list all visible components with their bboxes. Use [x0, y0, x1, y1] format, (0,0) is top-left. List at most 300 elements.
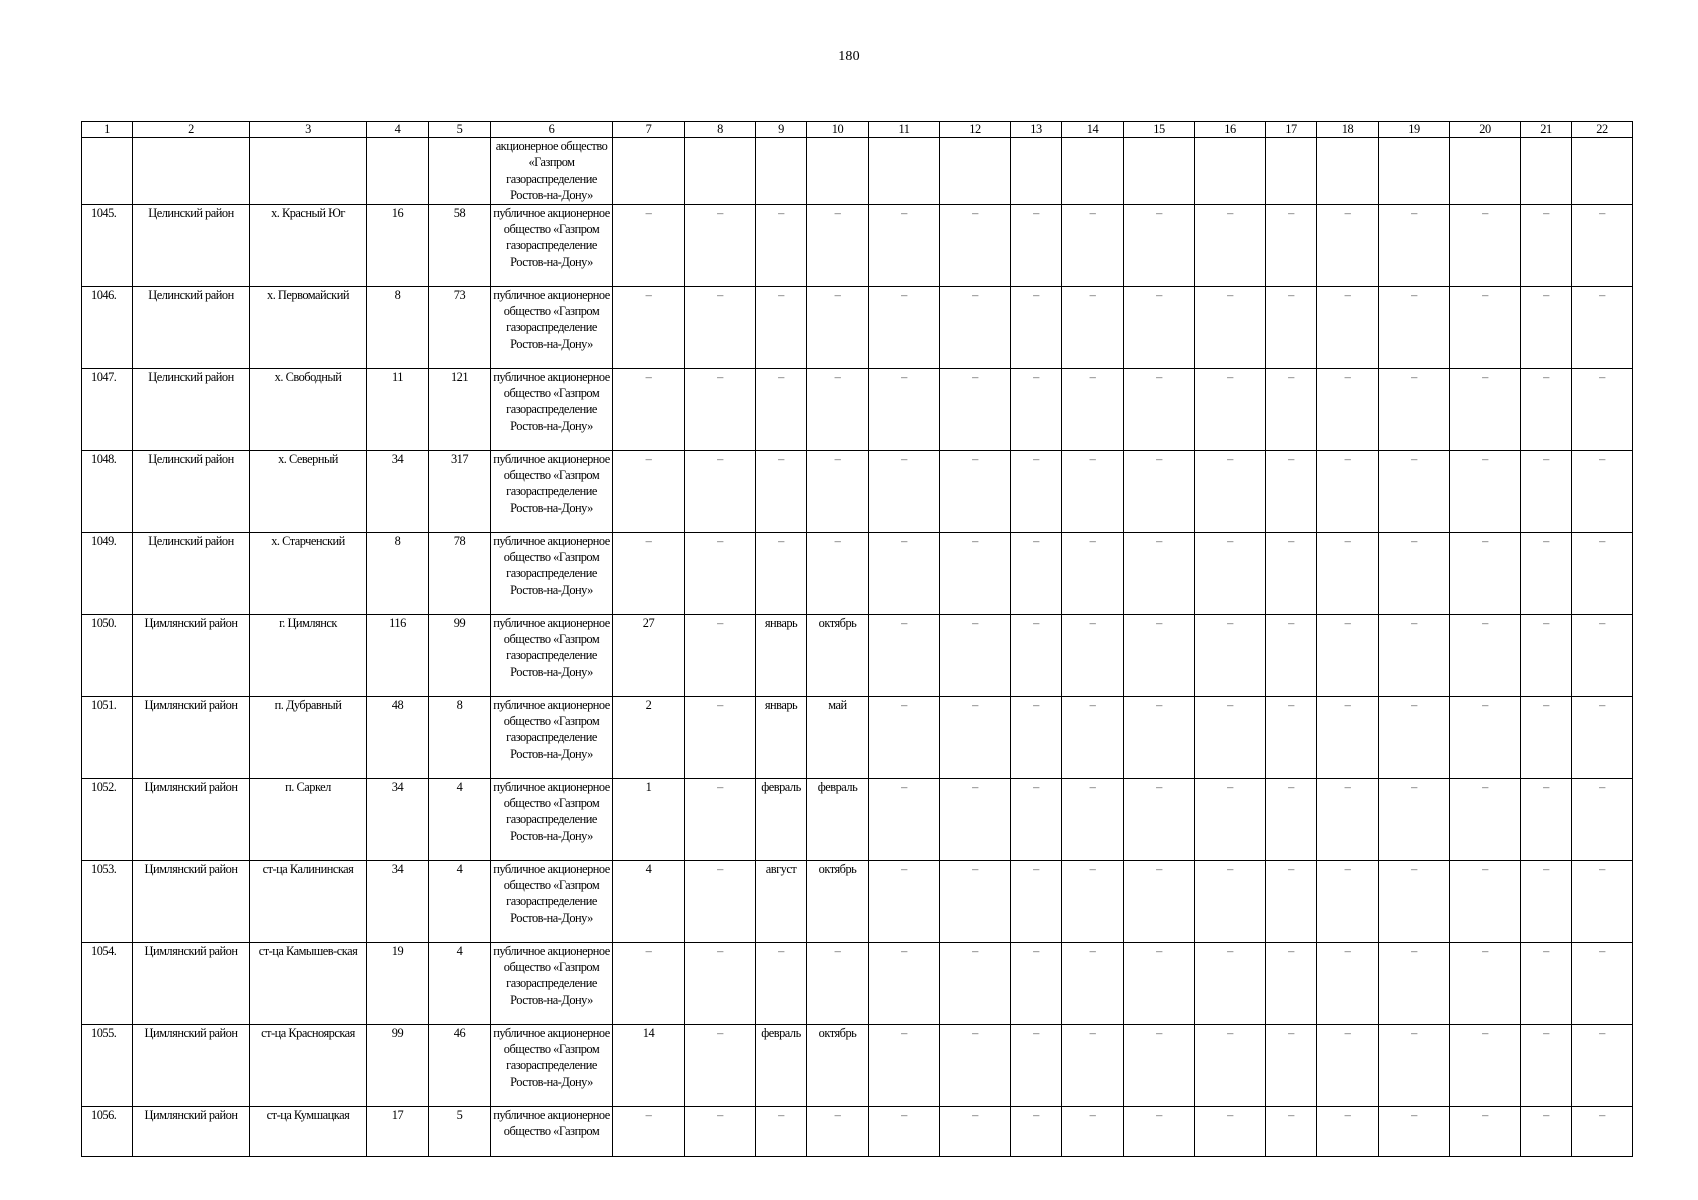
table-row	[82, 286, 1633, 368]
settlement: г. Цимлянск	[250, 614, 367, 696]
value-col-18: –	[1317, 368, 1379, 450]
value-col-11: –	[869, 942, 940, 1024]
district: Цимлянский район	[133, 696, 250, 778]
organization: публичное акционерное общество «Газпром газораспределение Ростов-на-Дону»	[491, 696, 613, 778]
end-month: февраль	[807, 778, 869, 860]
value-col-13: –	[1011, 1106, 1062, 1156]
value-col-15: –	[1124, 614, 1195, 696]
value-col-8: –	[685, 286, 756, 368]
district: Цимлянский район	[133, 614, 250, 696]
row-number: 1049.	[82, 532, 133, 614]
value-col-4: 11	[367, 368, 429, 450]
organization: публичное акционерное общество «Газпром	[491, 1106, 613, 1156]
end-month: –	[807, 450, 869, 532]
row-number: 1045.	[82, 204, 133, 286]
value-col-5: 4	[429, 860, 491, 942]
value-col-7: –	[613, 286, 685, 368]
value-col-4: 99	[367, 1024, 429, 1106]
value-col-19: –	[1379, 942, 1450, 1024]
value-col-5: 4	[429, 778, 491, 860]
end-month: май	[807, 696, 869, 778]
value-col-22: –	[1572, 1024, 1633, 1106]
start-month: –	[756, 286, 807, 368]
table-row	[82, 614, 1633, 696]
value-col-4: 8	[367, 286, 429, 368]
value-col-16: –	[1195, 1106, 1266, 1156]
value-col-12: –	[940, 860, 1011, 942]
value-col-16: –	[1195, 696, 1266, 778]
value-col-19: –	[1379, 614, 1450, 696]
value-col-13: –	[1011, 860, 1062, 942]
column-header-22: 22	[1572, 122, 1633, 138]
table-cell	[807, 138, 869, 205]
value-col-14: –	[1062, 778, 1124, 860]
start-month: –	[756, 204, 807, 286]
start-month: январь	[756, 696, 807, 778]
settlement: ст-ца Калининская	[250, 860, 367, 942]
value-col-13: –	[1011, 532, 1062, 614]
value-col-5: 46	[429, 1024, 491, 1106]
value-col-15: –	[1124, 286, 1195, 368]
start-month: –	[756, 942, 807, 1024]
row-number: 1046.	[82, 286, 133, 368]
district: Цимлянский район	[133, 1024, 250, 1106]
value-col-14: –	[1062, 1106, 1124, 1156]
end-month: октябрь	[807, 614, 869, 696]
table-row	[82, 1024, 1633, 1106]
value-col-20: –	[1450, 860, 1521, 942]
value-col-18: –	[1317, 860, 1379, 942]
value-col-16: –	[1195, 942, 1266, 1024]
value-col-11: –	[869, 204, 940, 286]
column-header-18: 18	[1317, 122, 1379, 138]
column-header-8: 8	[685, 122, 756, 138]
value-col-11: –	[869, 286, 940, 368]
row-number: 1052.	[82, 778, 133, 860]
organization: публичное акционерное общество «Газпром газораспределение Ростов-на-Дону»	[491, 614, 613, 696]
value-col-11: –	[869, 778, 940, 860]
settlement: х. Красный Юг	[250, 204, 367, 286]
value-col-18: –	[1317, 1106, 1379, 1156]
value-col-20: –	[1450, 778, 1521, 860]
column-header-21: 21	[1521, 122, 1572, 138]
value-col-15: –	[1124, 942, 1195, 1024]
value-col-8: –	[685, 450, 756, 532]
value-col-20: –	[1450, 450, 1521, 532]
settlement: х. Старченский	[250, 532, 367, 614]
row-number: 1048.	[82, 450, 133, 532]
table-cell	[1011, 138, 1062, 205]
value-col-13: –	[1011, 450, 1062, 532]
column-header-19: 19	[1379, 122, 1450, 138]
organization: публичное акционерное общество «Газпром газораспределение Ростов-на-Дону»	[491, 368, 613, 450]
value-col-7: 2	[613, 696, 685, 778]
value-col-20: –	[1450, 696, 1521, 778]
column-header-2: 2	[133, 122, 250, 138]
value-col-7: –	[613, 532, 685, 614]
organization: публичное акционерное общество «Газпром газораспределение Ростов-на-Дону»	[491, 942, 613, 1024]
column-header-4: 4	[367, 122, 429, 138]
end-month: –	[807, 368, 869, 450]
value-col-22: –	[1572, 614, 1633, 696]
table-cell	[82, 138, 133, 205]
end-month: –	[807, 532, 869, 614]
organization: публичное акционерное общество «Газпром газораспределение Ростов-на-Дону»	[491, 778, 613, 860]
settlement: х. Северный	[250, 450, 367, 532]
column-header-10: 10	[807, 122, 869, 138]
table-row	[82, 450, 1633, 532]
value-col-4: 19	[367, 942, 429, 1024]
value-col-21: –	[1521, 532, 1572, 614]
district: Целинский район	[133, 204, 250, 286]
value-col-16: –	[1195, 1024, 1266, 1106]
value-col-5: 5	[429, 1106, 491, 1156]
value-col-19: –	[1379, 286, 1450, 368]
value-col-22: –	[1572, 204, 1633, 286]
table-cell	[940, 138, 1011, 205]
value-col-7: 4	[613, 860, 685, 942]
column-header-3: 3	[250, 122, 367, 138]
value-col-22: –	[1572, 778, 1633, 860]
table-cell	[1379, 138, 1450, 205]
value-col-17: –	[1266, 942, 1317, 1024]
table-cell: акционерное общество «Газпром газораспределение Ростов-на-Дону»	[491, 138, 613, 205]
district: Целинский район	[133, 286, 250, 368]
district: Целинский район	[133, 532, 250, 614]
value-col-21: –	[1521, 860, 1572, 942]
table-cell	[1317, 138, 1379, 205]
value-col-8: –	[685, 860, 756, 942]
value-col-20: –	[1450, 1024, 1521, 1106]
value-col-12: –	[940, 204, 1011, 286]
value-col-7: –	[613, 1106, 685, 1156]
value-col-17: –	[1266, 532, 1317, 614]
value-col-14: –	[1062, 860, 1124, 942]
value-col-22: –	[1572, 942, 1633, 1024]
page-number: 180	[838, 49, 860, 64]
value-col-12: –	[940, 614, 1011, 696]
value-col-21: –	[1521, 450, 1572, 532]
value-col-20: –	[1450, 614, 1521, 696]
table-cell	[1062, 138, 1124, 205]
value-col-5: 78	[429, 532, 491, 614]
value-col-8: –	[685, 368, 756, 450]
value-col-8: –	[685, 1106, 756, 1156]
value-col-21: –	[1521, 614, 1572, 696]
value-col-17: –	[1266, 286, 1317, 368]
value-col-12: –	[940, 942, 1011, 1024]
value-col-4: 48	[367, 696, 429, 778]
value-col-13: –	[1011, 614, 1062, 696]
column-header-16: 16	[1195, 122, 1266, 138]
value-col-18: –	[1317, 450, 1379, 532]
value-col-18: –	[1317, 1024, 1379, 1106]
value-col-18: –	[1317, 778, 1379, 860]
value-col-21: –	[1521, 368, 1572, 450]
value-col-5: 99	[429, 614, 491, 696]
table-cell	[367, 138, 429, 205]
table-cell	[869, 138, 940, 205]
start-month: август	[756, 860, 807, 942]
value-col-16: –	[1195, 614, 1266, 696]
organization: публичное акционерное общество «Газпром газораспределение Ростов-на-Дону»	[491, 286, 613, 368]
district: Цимлянский район	[133, 942, 250, 1024]
value-col-7: 27	[613, 614, 685, 696]
value-col-13: –	[1011, 696, 1062, 778]
value-col-19: –	[1379, 204, 1450, 286]
end-month: –	[807, 204, 869, 286]
column-header-1: 1	[82, 122, 133, 138]
settlement: ст-ца Красноярская	[250, 1024, 367, 1106]
value-col-14: –	[1062, 368, 1124, 450]
table-cell	[429, 138, 491, 205]
organization: публичное акционерное общество «Газпром газораспределение Ростов-на-Дону»	[491, 1024, 613, 1106]
table-cell	[133, 138, 250, 205]
end-month: –	[807, 942, 869, 1024]
value-col-14: –	[1062, 204, 1124, 286]
end-month: октябрь	[807, 860, 869, 942]
table-cell	[1124, 138, 1195, 205]
value-col-20: –	[1450, 368, 1521, 450]
value-col-4: 16	[367, 204, 429, 286]
column-header-6: 6	[491, 122, 613, 138]
row-number: 1055.	[82, 1024, 133, 1106]
value-col-4: 34	[367, 860, 429, 942]
settlement: ст-ца Камышев-ская	[250, 942, 367, 1024]
value-col-22: –	[1572, 696, 1633, 778]
column-header-5: 5	[429, 122, 491, 138]
value-col-19: –	[1379, 778, 1450, 860]
value-col-19: –	[1379, 532, 1450, 614]
value-col-21: –	[1521, 1106, 1572, 1156]
table-row	[82, 138, 1633, 205]
table-row	[82, 860, 1633, 942]
value-col-7: 1	[613, 778, 685, 860]
end-month: –	[807, 286, 869, 368]
table-row	[82, 942, 1633, 1024]
value-col-19: –	[1379, 1106, 1450, 1156]
value-col-8: –	[685, 696, 756, 778]
value-col-12: –	[940, 532, 1011, 614]
district: Целинский район	[133, 368, 250, 450]
table-cell	[1572, 138, 1633, 205]
value-col-18: –	[1317, 942, 1379, 1024]
value-col-21: –	[1521, 778, 1572, 860]
organization: публичное акционерное общество «Газпром газораспределение Ростов-на-Дону»	[491, 450, 613, 532]
value-col-7: –	[613, 942, 685, 1024]
column-header-13: 13	[1011, 122, 1062, 138]
value-col-8: –	[685, 204, 756, 286]
value-col-13: –	[1011, 368, 1062, 450]
column-header-12: 12	[940, 122, 1011, 138]
value-col-17: –	[1266, 696, 1317, 778]
value-col-18: –	[1317, 532, 1379, 614]
value-col-12: –	[940, 368, 1011, 450]
start-month: февраль	[756, 778, 807, 860]
value-col-7: 14	[613, 1024, 685, 1106]
value-col-18: –	[1317, 286, 1379, 368]
value-col-8: –	[685, 1024, 756, 1106]
value-col-20: –	[1450, 204, 1521, 286]
value-col-5: 317	[429, 450, 491, 532]
value-col-5: 8	[429, 696, 491, 778]
value-col-17: –	[1266, 1106, 1317, 1156]
value-col-11: –	[869, 368, 940, 450]
start-month: –	[756, 1106, 807, 1156]
row-number: 1050.	[82, 614, 133, 696]
value-col-18: –	[1317, 614, 1379, 696]
settlement: х. Первомайский	[250, 286, 367, 368]
header-row	[82, 122, 1633, 138]
value-col-4: 116	[367, 614, 429, 696]
column-header-14: 14	[1062, 122, 1124, 138]
start-month: февраль	[756, 1024, 807, 1106]
table-cell	[250, 138, 367, 205]
value-col-7: –	[613, 368, 685, 450]
value-col-21: –	[1521, 696, 1572, 778]
value-col-18: –	[1317, 204, 1379, 286]
value-col-20: –	[1450, 532, 1521, 614]
value-col-17: –	[1266, 860, 1317, 942]
value-col-5: 58	[429, 204, 491, 286]
table-cell	[1266, 138, 1317, 205]
table-cell	[756, 138, 807, 205]
column-header-17: 17	[1266, 122, 1317, 138]
organization: публичное акционерное общество «Газпром газораспределение Ростов-на-Дону»	[491, 532, 613, 614]
value-col-16: –	[1195, 450, 1266, 532]
value-col-16: –	[1195, 204, 1266, 286]
value-col-5: 4	[429, 942, 491, 1024]
settlement: п. Дубравный	[250, 696, 367, 778]
end-month: октябрь	[807, 1024, 869, 1106]
value-col-13: –	[1011, 942, 1062, 1024]
value-col-15: –	[1124, 696, 1195, 778]
row-number: 1054.	[82, 942, 133, 1024]
table-row	[82, 368, 1633, 450]
value-col-20: –	[1450, 1106, 1521, 1156]
organization: публичное акционерное общество «Газпром газораспределение Ростов-на-Дону»	[491, 204, 613, 286]
value-col-5: 121	[429, 368, 491, 450]
value-col-14: –	[1062, 696, 1124, 778]
value-col-15: –	[1124, 368, 1195, 450]
value-col-18: –	[1317, 696, 1379, 778]
value-col-14: –	[1062, 450, 1124, 532]
value-col-22: –	[1572, 1106, 1633, 1156]
value-col-11: –	[869, 532, 940, 614]
value-col-14: –	[1062, 532, 1124, 614]
start-month: январь	[756, 614, 807, 696]
value-col-7: –	[613, 450, 685, 532]
row-number: 1047.	[82, 368, 133, 450]
value-col-15: –	[1124, 450, 1195, 532]
value-col-22: –	[1572, 368, 1633, 450]
row-number: 1053.	[82, 860, 133, 942]
value-col-4: 8	[367, 532, 429, 614]
value-col-15: –	[1124, 860, 1195, 942]
settlement: п. Саркел	[250, 778, 367, 860]
table-cell	[1195, 138, 1266, 205]
value-col-7: –	[613, 204, 685, 286]
value-col-8: –	[685, 532, 756, 614]
value-col-17: –	[1266, 614, 1317, 696]
value-col-15: –	[1124, 1106, 1195, 1156]
value-col-22: –	[1572, 286, 1633, 368]
value-col-4: 34	[367, 778, 429, 860]
value-col-11: –	[869, 860, 940, 942]
table-row	[82, 532, 1633, 614]
start-month: –	[756, 450, 807, 532]
value-col-14: –	[1062, 286, 1124, 368]
district: Цимлянский район	[133, 1106, 250, 1156]
data-table	[81, 121, 1633, 1157]
value-col-16: –	[1195, 532, 1266, 614]
table-cell	[1521, 138, 1572, 205]
value-col-8: –	[685, 942, 756, 1024]
value-col-12: –	[940, 1106, 1011, 1156]
start-month: –	[756, 368, 807, 450]
start-month: –	[756, 532, 807, 614]
row-number: 1056.	[82, 1106, 133, 1156]
value-col-13: –	[1011, 286, 1062, 368]
value-col-22: –	[1572, 450, 1633, 532]
value-col-12: –	[940, 1024, 1011, 1106]
value-col-13: –	[1011, 778, 1062, 860]
value-col-17: –	[1266, 1024, 1317, 1106]
value-col-4: 34	[367, 450, 429, 532]
value-col-20: –	[1450, 942, 1521, 1024]
district: Цимлянский район	[133, 778, 250, 860]
district: Целинский район	[133, 450, 250, 532]
value-col-16: –	[1195, 778, 1266, 860]
value-col-15: –	[1124, 778, 1195, 860]
district: Цимлянский район	[133, 860, 250, 942]
table-row	[82, 204, 1633, 286]
value-col-11: –	[869, 1024, 940, 1106]
value-col-16: –	[1195, 286, 1266, 368]
table-cell	[1450, 138, 1521, 205]
value-col-5: 73	[429, 286, 491, 368]
value-col-17: –	[1266, 450, 1317, 532]
value-col-12: –	[940, 778, 1011, 860]
value-col-21: –	[1521, 1024, 1572, 1106]
value-col-20: –	[1450, 286, 1521, 368]
value-col-17: –	[1266, 778, 1317, 860]
row-number: 1051.	[82, 696, 133, 778]
value-col-4: 17	[367, 1106, 429, 1156]
value-col-15: –	[1124, 204, 1195, 286]
settlement: х. Свободный	[250, 368, 367, 450]
column-header-20: 20	[1450, 122, 1521, 138]
value-col-11: –	[869, 614, 940, 696]
value-col-11: –	[869, 696, 940, 778]
column-header-7: 7	[613, 122, 685, 138]
table-row	[82, 696, 1633, 778]
value-col-15: –	[1124, 1024, 1195, 1106]
value-col-16: –	[1195, 368, 1266, 450]
value-col-21: –	[1521, 942, 1572, 1024]
value-col-11: –	[869, 1106, 940, 1156]
value-col-16: –	[1195, 860, 1266, 942]
value-col-21: –	[1521, 204, 1572, 286]
value-col-19: –	[1379, 1024, 1450, 1106]
table-row	[82, 1106, 1633, 1156]
value-col-19: –	[1379, 450, 1450, 532]
settlement: ст-ца Кумшацкая	[250, 1106, 367, 1156]
column-header-15: 15	[1124, 122, 1195, 138]
value-col-17: –	[1266, 204, 1317, 286]
column-header-9: 9	[756, 122, 807, 138]
value-col-17: –	[1266, 368, 1317, 450]
